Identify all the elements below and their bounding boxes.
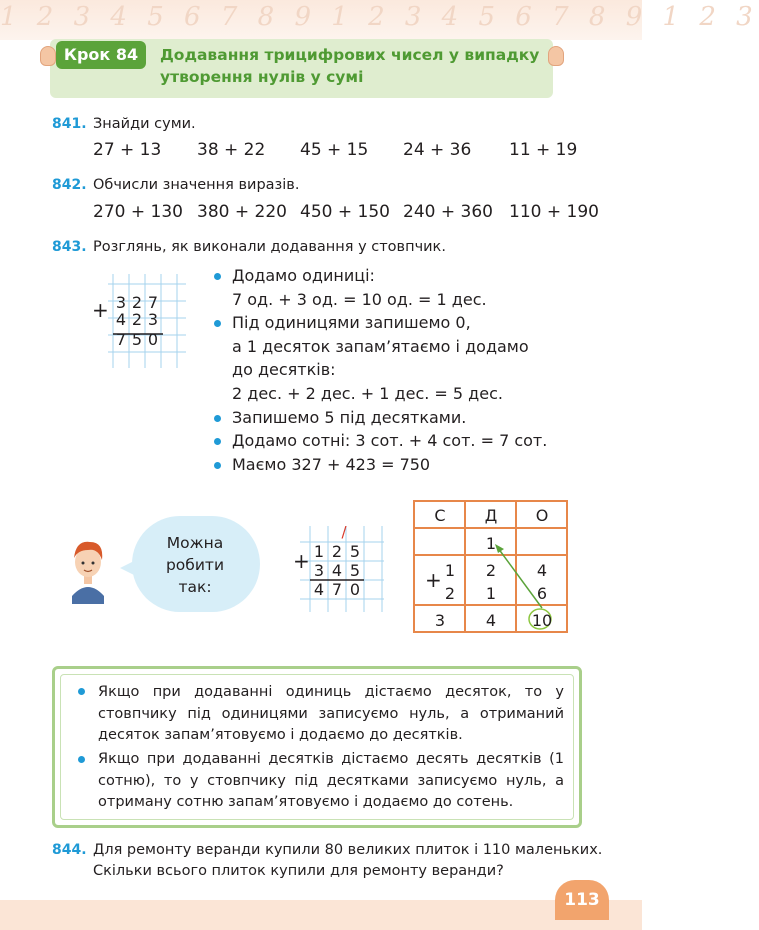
expression-row xyxy=(0,202,642,224)
speech-line: робити xyxy=(165,556,225,574)
table-digit: 2 xyxy=(444,584,456,603)
explanation-text: а 1 десяток запам’ятаємо і додамо xyxy=(232,336,529,356)
explanation-text: до десятків: xyxy=(232,360,336,380)
table-plus: + xyxy=(425,568,442,592)
table-header: С xyxy=(434,506,446,525)
speech-line: так: xyxy=(178,578,212,596)
expression: 27 + 13 xyxy=(93,140,162,160)
explanation-text: Додамо одиниці: xyxy=(232,266,375,285)
expression: 11 + 19 xyxy=(509,140,578,160)
explanation-line xyxy=(214,406,594,430)
digit: 0 xyxy=(147,330,159,349)
bullet-icon xyxy=(214,438,221,445)
bullet-icon xyxy=(214,320,221,327)
digit: 1 xyxy=(313,542,325,561)
digit: 7 xyxy=(115,330,127,349)
table-header: Д xyxy=(484,506,498,525)
explanation-text: 7 од. + 3 од. = 10 од. = 1 дес. xyxy=(232,289,487,309)
exercise-number: 844. xyxy=(52,842,87,858)
table-result: 4 xyxy=(485,611,497,630)
expression: 45 + 15 xyxy=(300,140,369,160)
explanation-line xyxy=(214,382,594,406)
plus-sign: + xyxy=(92,298,109,322)
digit: 7 xyxy=(147,293,159,312)
speech-text xyxy=(148,532,242,598)
explanation-text: 2 дес. + 2 дес. + 1 дес. = 5 дес. xyxy=(232,383,503,403)
expression: 380 + 220 xyxy=(197,202,287,222)
exercise-task: Знайди суми. xyxy=(93,116,196,132)
page-number: 113 xyxy=(555,880,609,920)
bullet-icon xyxy=(214,273,221,280)
table-digit: 1 xyxy=(444,561,456,580)
explanation-line xyxy=(214,358,594,382)
bottom-decor-band xyxy=(0,900,642,930)
digit: 5 xyxy=(349,561,361,580)
bullet-icon xyxy=(214,462,221,469)
table-carry: 1 xyxy=(485,534,497,553)
explanation-text: Під одиницями запишемо 0, xyxy=(232,313,471,333)
plus-sign: + xyxy=(293,549,310,573)
digit: 3 xyxy=(313,561,325,580)
explanation-line xyxy=(214,453,594,477)
digit: 2 xyxy=(131,293,143,312)
digit: 5 xyxy=(349,542,361,561)
explanation-text: Запишемо 5 під десятками. xyxy=(232,407,467,427)
exercise-task: Для ремонту веранди купили 80 великих плиток і 110 маленьких. xyxy=(93,842,603,858)
carry-mark: / xyxy=(341,523,347,541)
expression: 270 + 130 xyxy=(93,202,183,222)
explanation-line xyxy=(214,311,594,335)
explanation-line xyxy=(214,335,594,359)
boy-avatar xyxy=(64,534,112,604)
table-result: 10 xyxy=(531,611,553,630)
explanation-line xyxy=(214,288,594,312)
explanation-text: Маємо 327 + 423 = 750 xyxy=(232,454,431,474)
expression: 240 + 360 xyxy=(403,202,493,222)
exercise-number: 842. xyxy=(52,177,87,193)
digit: 4 xyxy=(331,561,343,580)
table-digit: 1 xyxy=(485,584,497,603)
exercise-task: Обчисли значення виразів. xyxy=(93,177,300,193)
exercise-number: 841. xyxy=(52,116,87,132)
table-digit: 4 xyxy=(536,561,548,580)
rule-text: Якщо при додаванні десятків дістаємо десять десятків (1 сотню), то у стовпчику під десятками записуємо нуль, а отриману сотню запам’ятовуємо і додаємо до сотень. xyxy=(98,751,564,810)
explanation-line xyxy=(214,264,594,288)
table-result: 3 xyxy=(434,611,446,630)
digit: 5 xyxy=(131,330,143,349)
explanation-list xyxy=(214,264,594,476)
digit: 2 xyxy=(331,542,343,561)
table-header: О xyxy=(535,506,549,525)
expression: 110 + 190 xyxy=(509,202,599,222)
bullet-icon xyxy=(214,415,221,422)
exercise-task: Скільки всього плиток купили для ремонту веранди? xyxy=(93,863,504,879)
expression-row xyxy=(0,140,642,162)
digit: 7 xyxy=(331,580,343,599)
top-decor-digits: 1 2 3 4 5 6 7 8 9 1 2 3 4 5 6 7 8 9 1 2 3 xyxy=(0,2,759,32)
bullet-icon xyxy=(78,756,85,763)
lesson-title-line: Додавання трицифрових чисел у випадку xyxy=(160,46,540,64)
lesson-title-line: утворення нулів у сумі xyxy=(160,68,364,86)
speech-line: Можна xyxy=(166,534,224,552)
bullet-icon xyxy=(78,688,85,695)
exercise-task: Розглянь, як виконали додавання у стовпчик. xyxy=(93,239,446,255)
exercise-number: 843. xyxy=(52,239,87,255)
step-badge: Крок 84 xyxy=(56,41,146,69)
expression: 450 + 150 xyxy=(300,202,390,222)
digit: 2 xyxy=(131,310,143,329)
explanation-line xyxy=(214,429,594,453)
expression: 24 + 36 xyxy=(403,140,472,160)
right-hand-icon xyxy=(548,46,564,66)
expression: 38 + 22 xyxy=(197,140,266,160)
digit: 3 xyxy=(115,293,127,312)
digit: 4 xyxy=(313,580,325,599)
digit: 3 xyxy=(147,310,159,329)
table-digit: 6 xyxy=(536,584,548,603)
left-hand-icon xyxy=(40,46,56,66)
table-digit: 2 xyxy=(485,561,497,580)
digit: 0 xyxy=(349,580,361,599)
lesson-title xyxy=(160,44,550,88)
rule-text: Якщо при додаванні одиниць дістаємо десяток, то у стовпчику під одиницями записуємо нуль, а отриманий десяток запам’ятовуємо і додаємо до десятків. xyxy=(98,684,564,743)
digit: 4 xyxy=(115,310,127,329)
explanation-text: Додамо сотні: 3 сот. + 4 сот. = 7 сот. xyxy=(232,431,548,451)
